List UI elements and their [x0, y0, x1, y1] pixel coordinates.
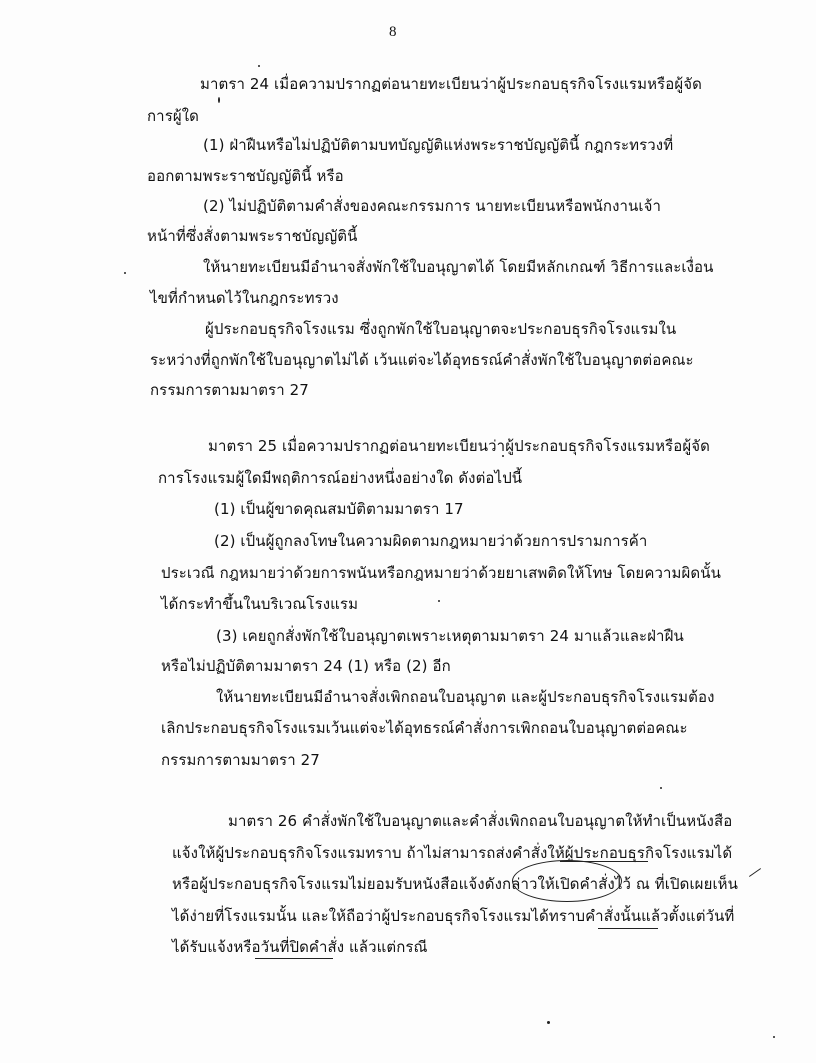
text-line: หน้าที่ซึ่งสั่งตามพระราชบัญญัตินี้ — [147, 227, 358, 245]
text-line: (3) เคยถูกสั่งพักใช้ใบอนุญาตเพราะเหตุตามมาตรา 24 มาแล้วและฝ่าฝืน — [216, 627, 684, 645]
text-line: การโรงแรมผู้ใดมีพฤติการณ์อย่างหนึ่งอย่างใด ดังต่อไปนี้ — [158, 469, 523, 487]
text-line: ระหว่างที่ถูกพักใช้ใบอนุญาตไม่ได้ เว้นแต่จะได้อุทธรณ์คำสั่งพักใช้ใบอนุญาตต่อคณะ — [150, 351, 694, 369]
text-line: แจ้งให้ผู้ประกอบธุรกิจโรงแรมทราบ ถ้าไม่สามารถส่งคำสั่งให้ผู้ประกอบธุรกิจโรงแรมได้ — [172, 844, 733, 862]
section-26-heading-line: มาตรา 26 คำสั่งพักใช้ใบอนุญาตและคำสั่งเพิกถอนใบอนุญาตให้ทำเป็นหนังสือ — [228, 812, 733, 830]
scan-speck — [773, 1036, 775, 1038]
handwritten-underline-mark — [560, 861, 648, 862]
text-line: ออกตามพระราชบัญญัตินี้ หรือ — [147, 167, 344, 185]
scan-speck — [502, 455, 504, 457]
text-line: ประเวณี กฎหมายว่าด้วยการพนันหรือกฎหมายว่าด้วยยาเสพติดให้โทษ โดยความผิดนั้น — [161, 564, 721, 582]
text-line: ให้นายทะเบียนมีอำนาจสั่งเพิกถอนใบอนุญาต และผู้ประกอบธุรกิจโรงแรมต้อง — [216, 688, 715, 706]
handwritten-circle-mark — [512, 860, 622, 902]
handwritten-underline-mark — [598, 928, 658, 929]
text-line: ได้กระทำขึ้นในบริเวณโรงแรม — [161, 595, 359, 613]
scan-speck — [258, 65, 260, 67]
text-line: กรรมการตามมาตรา 27 — [161, 751, 320, 769]
text-line: หรือผู้ประกอบธุรกิจโรงแรมไม่ยอมรับหนังสือแจ้งดังกล่าวให้เปิดคำสั่งไว้ ณ ที่เปิดเผยเห็น — [172, 875, 739, 893]
text-line: (2) ไม่ปฏิบัติตามคำสั่งของคณะกรรมการ นายทะเบียนหรือพนักงานเจ้า — [203, 197, 662, 215]
handwritten-slash-mark — [749, 868, 761, 877]
scan-speck — [438, 600, 440, 602]
text-line: (1) ฝ่าฝืนหรือไม่ปฏิบัติตามบทบัญญัติแห่งพระราชบัญญัตินี้ กฎกระทรวงที่ — [203, 136, 674, 154]
scan-speck — [124, 272, 126, 274]
scan-speck — [547, 1021, 550, 1024]
scan-speck — [218, 97, 220, 103]
text-line: ไขที่กำหนดไว้ในกฎกระทรวง — [150, 289, 339, 307]
text-line: ได้รับแจ้งหรือวันที่ปิดคำสั่ง แล้วแต่กรณี — [172, 938, 428, 956]
text-line: (1) เป็นผู้ขาดคุณสมบัติตามมาตรา 17 — [214, 500, 464, 518]
section-24-heading-line: มาตรา 24 เมื่อความปรากฏต่อนายทะเบียนว่าผู้ประกอบธุรกิจโรงแรมหรือผู้จัด — [200, 75, 702, 93]
text-line: เลิกประกอบธุรกิจโรงแรมเว้นแต่จะได้อุทธรณ์คำสั่งการเพิกถอนใบอนุญาตต่อคณะ — [161, 719, 688, 737]
text-line: (2) เป็นผู้ถูกลงโทษในความผิดตามกฎหมายว่าด้วยการปรามการค้า — [214, 532, 648, 550]
handwritten-underline-mark — [255, 958, 333, 959]
text-line: การผู้ใด — [147, 107, 200, 125]
scan-speck — [660, 787, 662, 789]
text-line: ให้นายทะเบียนมีอำนาจสั่งพักใช้ใบอนุญาตได้ โดยมีหลักเกณฑ์ วิธีการและเงื่อน — [203, 258, 714, 276]
section-25-heading-line: มาตรา 25 เมื่อความปรากฏต่อนายทะเบียนว่าผู้ประกอบธุรกิจโรงแรมหรือผู้จัด — [208, 437, 710, 455]
text-line: กรรมการตามมาตรา 27 — [150, 381, 309, 399]
page-number: 8 — [389, 24, 397, 40]
text-line: ได้ง่ายที่โรงแรมนั้น และให้ถือว่าผู้ประกอบธุรกิจโรงแรมได้ทราบคำสั่งนั้นแล้วตั้งแต่วันที่ — [172, 907, 735, 925]
text-line: ผู้ประกอบธุรกิจโรงแรม ซึ่งถูกพักใช้ใบอนุญาตจะประกอบธุรกิจโรงแรมใน — [205, 320, 677, 338]
text-line: หรือไม่ปฏิบัติตามมาตรา 24 (1) หรือ (2) อีก — [161, 657, 451, 675]
